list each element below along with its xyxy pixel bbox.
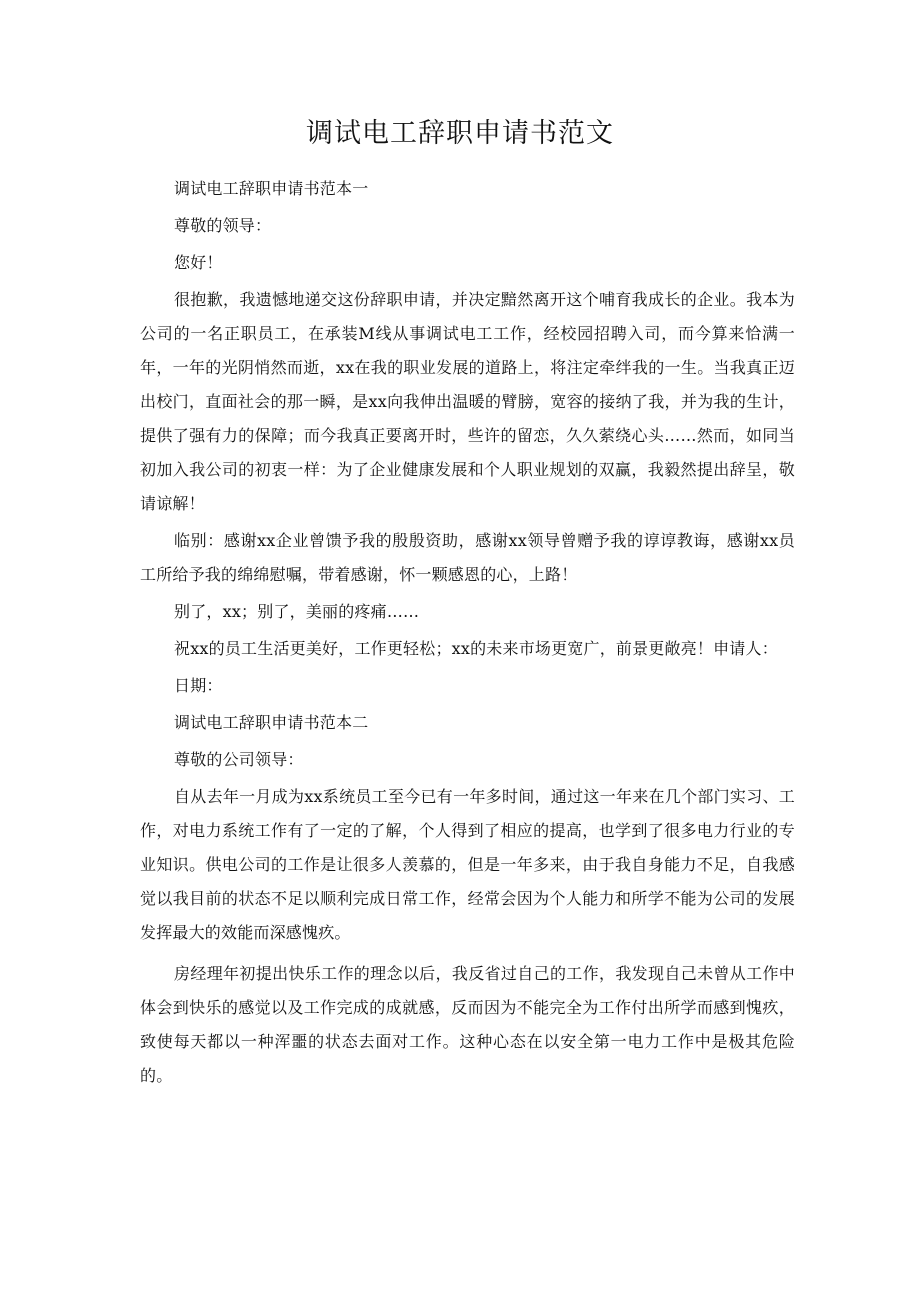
- body-paragraph: 自从去年一月成为xx系统员工至今已有一年多时间，通过这一年来在几个部门实习、工作，对电力系统工作有了一定的了解，个人得到了相应的提高，也学到了很多电力行业的专业知识。供电公司的工作是让很多人羡慕的，但是一年多来，由于我自身能力不足，自我感觉以我目前的状态不足以顺利完成日常工作，经常会因为个人能力和所学不能为公司的发展发挥最大的效能而深感愧疚。: [140, 787, 795, 942]
- salutation: 尊敬的领导：: [174, 216, 272, 235]
- salutation: 尊敬的公司领导：: [174, 750, 304, 769]
- document-body: [140, 172, 795, 1093]
- body-paragraph: 别了，xx；别了，美丽的疼痛……: [174, 602, 420, 621]
- section-heading-sample-1: 调试电工辞职申请书范本一: [174, 179, 369, 198]
- greeting: 您好！: [174, 253, 223, 272]
- body-paragraph: 临别：感谢xx企业曾馈予我的殷殷资助，感谢xx领导曾赠予我的谆谆教诲，感谢xx员工所给予我的绵绵慰嘱，带着感谢，怀一颗感恩的心，上路！: [140, 531, 795, 584]
- document-title: 调试电工辞职申请书范文: [306, 118, 614, 149]
- body-paragraph: 很抱歉，我遗憾地递交这份辞职申请，并决定黯然离开这个哺育我成长的企业。我本为公司的一名正职员工，在承装M线从事调试电工工作，经校园招聘入司，而今算来恰满一年，一年的光阴悄然而逝，xx在我的职业发展的道路上，将注定牵绊我的一生。当我真正迈出校门，直面社会的那一瞬，是xx向我伸出温暖的臂膀，宽容的接纳了我，并为我的生计，提供了强有力的保障；而今我真正要离开时，些许的留恋，久久萦绕心头……然而，如同当初加入我公司的初衷一样：为了企业健康发展和个人职业规划的双赢，我毅然提出辞呈，敬请谅解！: [140, 290, 795, 513]
- closing-wish: 祝xx的员工生活更美好，工作更轻松；xx的未来市场更宽广，前景更敞亮！申请人：: [174, 639, 778, 658]
- date-line: 日期：: [174, 676, 223, 695]
- body-paragraph: 房经理年初提出快乐工作的理念以后，我反省过自己的工作，我发现自己未曾从工作中体会到快乐的感觉以及工作完成的成就感，反而因为不能完全为工作付出所学而感到愧疚，致使每天都以一种浑噩的状态去面对工作。这种心态在以安全第一电力工作中是极其危险的。: [140, 964, 795, 1085]
- section-heading-sample-2: 调试电工辞职申请书范本二: [174, 713, 369, 732]
